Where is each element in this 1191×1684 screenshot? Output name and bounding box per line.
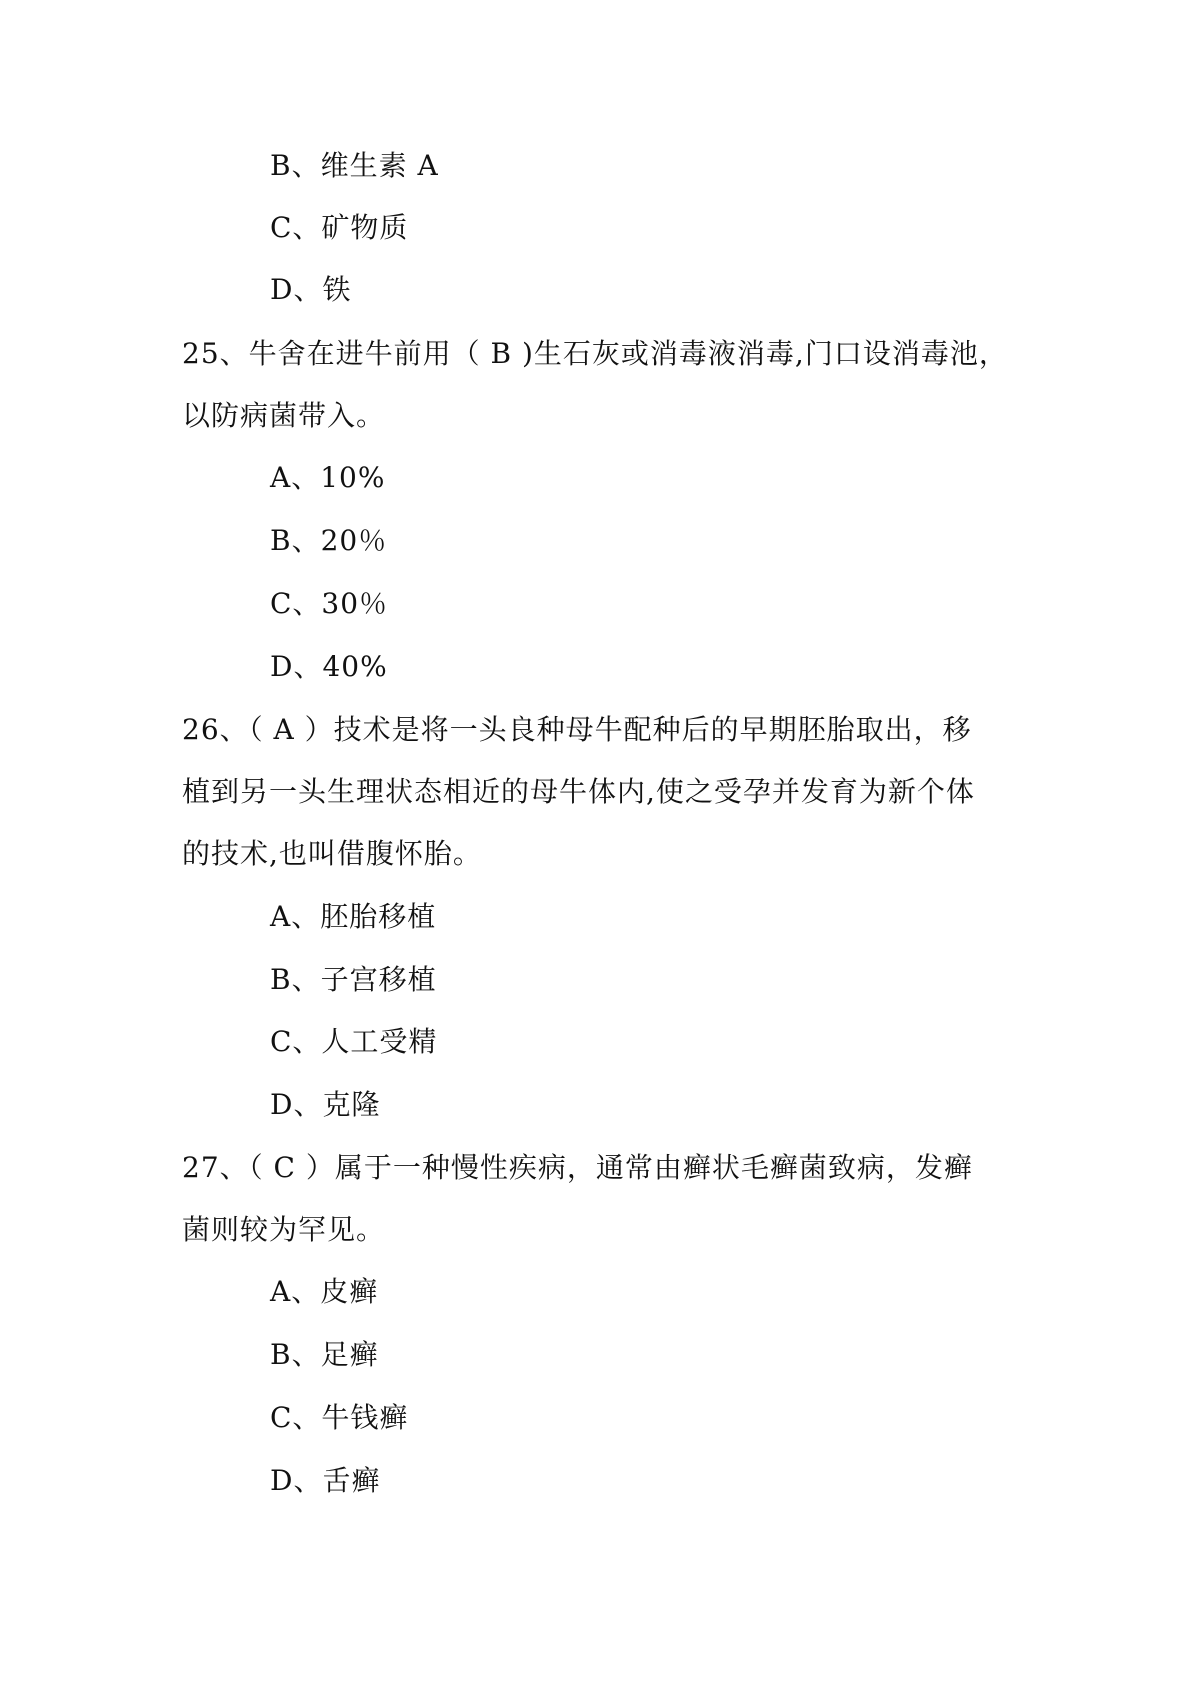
option-line: D、克隆 xyxy=(270,1088,381,1121)
option-line: A、10% xyxy=(270,461,386,494)
question-line: 植到另一头生理状态相近的母牛体内,使之受孕并发育为新个体 xyxy=(182,775,975,808)
option-line: B、子宫移植 xyxy=(270,963,437,996)
option-line: A、胚胎移植 xyxy=(270,900,437,933)
question-line: 的技术,也叫借腹怀胎。 xyxy=(182,837,482,870)
option-line: C、人工受精 xyxy=(270,1025,438,1058)
question-line: 25、牛舍在进牛前用（ B )生石灰或消毒液消毒,门口设消毒池， xyxy=(182,337,1008,370)
option-line: D、舌癣 xyxy=(270,1464,381,1497)
option-line: D、40% xyxy=(270,650,388,683)
option-line: C、牛钱癣 xyxy=(270,1401,409,1434)
option-line: C、矿物质 xyxy=(270,211,409,244)
option-line: D、铁 xyxy=(270,273,352,306)
option-line: C、30％ xyxy=(270,587,389,620)
option-line: A、皮癣 xyxy=(270,1275,379,1308)
question-line: 27、（ C ）属于一种慢性疾病，通常由癣状毛癣菌致病，发癣 xyxy=(182,1151,973,1184)
option-line: B、20％ xyxy=(270,524,388,557)
option-line: B、足癣 xyxy=(270,1338,379,1371)
question-line: 菌则较为罕见。 xyxy=(182,1213,386,1246)
question-line: 26、（ A ）技术是将一头良种母牛配种后的早期胚胎取出，移 xyxy=(182,713,972,746)
option-line: B、维生素 A xyxy=(270,149,439,182)
question-line: 以防病菌带入。 xyxy=(182,399,386,432)
